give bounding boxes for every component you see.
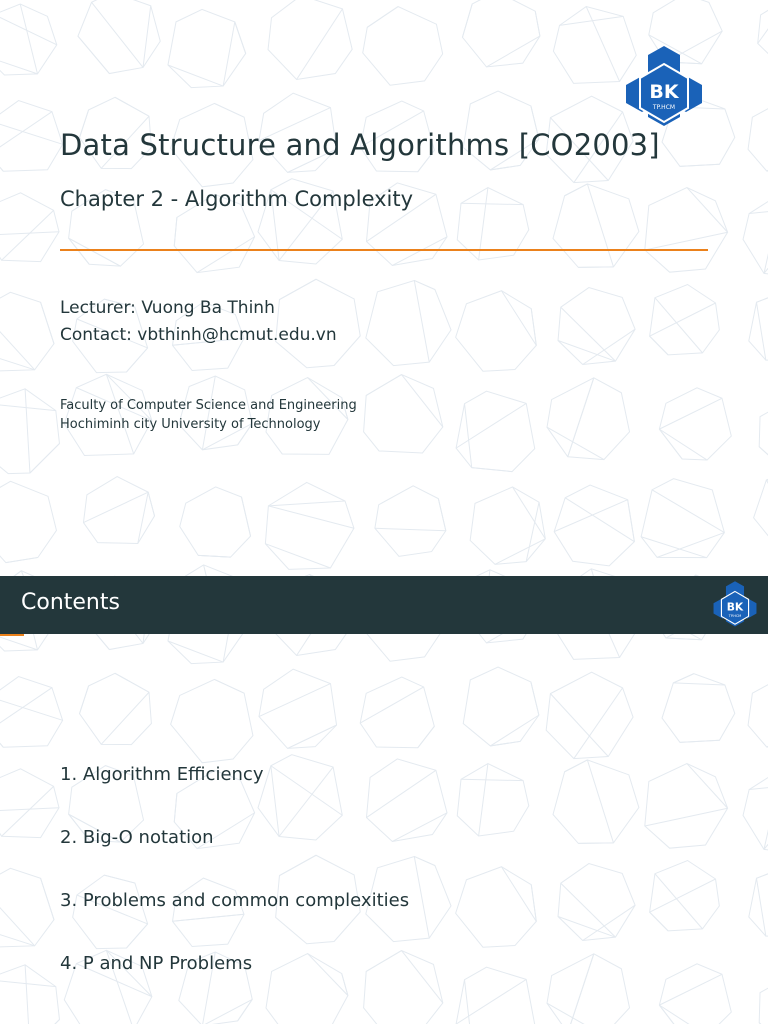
pattern-line [687, 188, 728, 233]
pattern-polygon [375, 486, 446, 557]
pattern-polygon [456, 967, 535, 1024]
contents-item[interactable]: 1. Algorithm Efficiency [60, 764, 264, 785]
pattern-line [645, 808, 728, 826]
pattern-polygon [749, 291, 768, 361]
pattern-line [0, 980, 56, 987]
pattern-line [259, 684, 330, 717]
pattern-line [0, 154, 3, 171]
pattern-line [41, 302, 54, 343]
pattern-line [526, 502, 539, 561]
pattern-line [392, 237, 447, 266]
pattern-polygon [558, 288, 635, 365]
pattern-line [2, 786, 54, 836]
pattern-line [587, 760, 613, 843]
pattern-line [657, 533, 724, 558]
pattern-polygon [79, 673, 151, 744]
pattern-polygon [645, 188, 728, 273]
pattern-line [360, 687, 423, 723]
pattern-line [456, 979, 526, 1024]
pattern-line [30, 1020, 60, 1024]
pattern-line [655, 298, 703, 353]
pattern-line [115, 673, 149, 692]
pattern-line [83, 492, 148, 522]
pattern-line [680, 164, 720, 166]
pattern-polygon [266, 378, 348, 455]
pattern-polygon [645, 764, 728, 849]
pattern-line [659, 974, 722, 1005]
svg-text:BK: BK [726, 600, 744, 614]
pattern-line [673, 674, 694, 683]
pattern-line [591, 569, 611, 576]
pattern-polygon [0, 389, 59, 474]
pattern-line [79, 686, 88, 714]
pattern-polygon [754, 468, 768, 552]
svg-text:TP.HCM: TP.HCM [652, 104, 676, 111]
pattern-line [531, 682, 539, 715]
pattern-polygon [0, 769, 59, 838]
bk-logo-small [709, 579, 761, 631]
pattern-line [501, 291, 536, 346]
pattern-polygon [276, 279, 361, 367]
pattern-polygon [268, 0, 352, 79]
pattern-line [558, 341, 615, 362]
pattern-line [479, 764, 488, 836]
pattern-line [204, 565, 224, 576]
pattern-line [568, 954, 594, 1024]
pattern-line [587, 184, 613, 267]
pattern-line [583, 329, 635, 364]
pattern-line [241, 497, 250, 536]
pattern-line [513, 487, 546, 539]
pattern-line [645, 232, 728, 250]
pattern-line [650, 336, 668, 355]
svg-text:TP.HCM: TP.HCM [728, 613, 742, 618]
contents-slide [0, 576, 768, 1024]
pattern-line [148, 492, 154, 516]
pattern-line [462, 4, 472, 37]
pattern-line [0, 697, 63, 720]
pattern-line [101, 692, 149, 744]
pattern-line [490, 165, 520, 170]
pattern-line [490, 741, 520, 746]
pattern-line [0, 351, 35, 370]
pattern-line [138, 492, 148, 543]
pattern-line [20, 4, 37, 74]
pattern-line [0, 121, 63, 144]
pattern-line [673, 683, 725, 685]
pattern-polygon [0, 677, 63, 748]
pattern-polygon [743, 769, 768, 854]
university-text: Hochiminh city University of Technology [60, 417, 321, 432]
pattern-line [265, 544, 330, 568]
pattern-line [547, 1003, 604, 1024]
pattern-line [367, 7, 398, 28]
pattern-polygon [553, 184, 639, 267]
pattern-polygon [743, 193, 768, 278]
pattern-polygon [463, 667, 539, 746]
pattern-line [297, 9, 343, 80]
pattern-polygon [650, 285, 720, 355]
svg-text:BK: BK [649, 81, 679, 103]
title-divider [60, 249, 708, 251]
pattern-line [565, 498, 634, 542]
pattern-line [659, 398, 722, 429]
pattern-polygon [759, 972, 768, 1024]
pattern-line [268, 501, 345, 506]
pattern-polygon [0, 481, 56, 562]
pattern-line [574, 688, 623, 759]
pattern-line [0, 112, 52, 155]
pattern-line [143, 6, 151, 68]
pattern-line [41, 878, 54, 919]
pattern-polygon [0, 4, 57, 75]
pattern-polygon [180, 487, 251, 557]
pattern-line [650, 303, 716, 336]
pattern-line [568, 378, 594, 457]
pattern-line [174, 217, 177, 246]
pattern-polygon [363, 7, 443, 86]
pattern-line [531, 885, 536, 922]
contents-list [60, 764, 409, 1016]
pattern-polygon [78, 0, 160, 74]
pattern-polygon [64, 374, 152, 455]
pattern-line [69, 238, 90, 264]
pattern-line [25, 389, 30, 473]
pattern-polygon [0, 193, 59, 262]
pattern-line [6, 557, 38, 562]
pattern-line [69, 238, 121, 266]
pattern-polygon [172, 565, 250, 576]
pattern-line [0, 808, 59, 811]
pattern-polygon [0, 965, 59, 1024]
pattern-line [554, 500, 627, 532]
pattern-line [375, 528, 446, 531]
pattern-polygon [83, 477, 154, 544]
pattern-polygon [547, 954, 630, 1024]
pattern-line [659, 1005, 707, 1024]
pattern-line [30, 444, 60, 474]
pattern-line [438, 499, 445, 531]
pattern-line [0, 232, 59, 235]
pattern-line [583, 905, 635, 940]
pattern-line [650, 879, 716, 912]
pattern-polygon [553, 760, 639, 843]
pattern-line [547, 427, 604, 459]
pattern-line [764, 206, 768, 273]
pattern-line [235, 22, 246, 54]
pattern-line [578, 267, 613, 268]
pattern-polygon [659, 964, 731, 1024]
pattern-line [687, 764, 728, 809]
pattern-line [168, 641, 223, 662]
pattern-line [198, 555, 230, 557]
pattern-polygon [559, 569, 631, 576]
pattern-polygon [558, 864, 635, 941]
pattern-line [650, 912, 668, 931]
pattern-polygon [456, 391, 535, 471]
pattern-line [0, 688, 52, 731]
pattern-line [558, 917, 615, 938]
pattern-line [759, 447, 768, 468]
pattern-polygon [546, 672, 633, 758]
pattern-line [486, 36, 539, 67]
pattern-line [756, 302, 765, 360]
pattern-line [214, 103, 244, 117]
pattern-line [578, 843, 613, 844]
pattern-polygon [364, 375, 443, 453]
pattern-polygon [758, 0, 768, 69]
pattern-line [659, 429, 682, 459]
pattern-line [749, 206, 768, 213]
pattern-line [666, 638, 702, 640]
pattern-line [764, 193, 768, 274]
pattern-line [560, 16, 624, 25]
pattern-line [106, 374, 133, 454]
pattern-line [288, 725, 337, 748]
progress-bar [0, 634, 24, 636]
pattern-line [764, 769, 768, 850]
pattern-line [465, 980, 472, 1024]
pattern-polygon [0, 292, 54, 371]
pattern-line [198, 555, 230, 557]
pattern-line [758, 0, 768, 43]
pattern-line [586, 7, 619, 82]
pattern-line [628, 500, 635, 542]
frame-title-bar [0, 576, 768, 634]
pattern-polygon [547, 378, 630, 460]
pattern-line [561, 307, 616, 361]
pattern-line [641, 537, 707, 558]
pattern-line [550, 694, 608, 757]
pattern-line [652, 490, 724, 533]
pattern-polygon [659, 388, 731, 460]
pattern-polygon [470, 487, 545, 564]
pattern-line [126, 348, 147, 372]
pattern-line [168, 65, 223, 86]
pattern-line [756, 867, 768, 878]
pattern-line [680, 740, 720, 742]
pattern-line [659, 429, 707, 460]
pattern-polygon [168, 9, 246, 87]
pattern-line [465, 404, 472, 468]
pattern-line [490, 715, 539, 746]
pattern-line [568, 378, 594, 457]
pattern-line [279, 279, 316, 299]
pattern-polygon [456, 867, 537, 948]
pattern-line [268, 506, 354, 528]
pattern-line [214, 679, 244, 693]
presentation-subtitle: Chapter 2 - Algorithm Complexity [60, 187, 414, 211]
pattern-line [565, 184, 588, 196]
contents-item[interactable]: 2. Big-O notation [60, 827, 214, 848]
pattern-line [659, 1005, 682, 1024]
pattern-polygon [265, 482, 354, 569]
presentation-title: Data Structure and Algorithms [CO2003] [60, 128, 660, 162]
pattern-line [531, 309, 536, 346]
pattern-polygon [748, 676, 768, 749]
pattern-line [501, 867, 536, 922]
pattern-polygon [0, 101, 63, 172]
pattern-line [288, 725, 337, 748]
pattern-line [0, 309, 35, 369]
pattern-line [414, 280, 429, 362]
contents-item[interactable]: 4. P and NP Problems [60, 953, 253, 974]
pattern-line [568, 954, 594, 1024]
pattern-line [456, 403, 526, 448]
pattern-line [115, 97, 149, 116]
pattern-polygon [759, 396, 768, 467]
pattern-line [197, 237, 255, 273]
pattern-line [25, 965, 30, 1024]
pattern-line [0, 56, 37, 74]
pattern-line [764, 782, 768, 849]
pattern-line [561, 883, 616, 937]
pattern-line [472, 468, 512, 472]
bk-logo [618, 42, 710, 134]
pattern-line [2, 210, 54, 260]
pattern-line [0, 927, 35, 946]
pattern-line [461, 203, 523, 204]
pattern-polygon [748, 100, 768, 173]
pattern-polygon [456, 291, 537, 372]
pattern-polygon [554, 485, 634, 566]
pattern-polygon [462, 0, 539, 67]
pattern-polygon [366, 280, 451, 365]
pattern-line [0, 15, 57, 45]
pattern-line [366, 375, 401, 396]
pattern-polygon [641, 479, 724, 558]
pattern-line [565, 760, 588, 772]
pattern-line [78, 36, 109, 73]
pattern-line [749, 782, 768, 789]
pattern-polygon [259, 669, 337, 748]
pattern-line [414, 856, 429, 938]
pattern-polygon [662, 674, 735, 743]
pattern-polygon [171, 679, 253, 762]
pattern-line [92, 2, 143, 67]
contact-text: Contact: vbthinh@hcmut.edu.vn [60, 325, 337, 345]
faculty-text: Faculty of Computer Science and Engineering [60, 398, 357, 413]
pattern-line [0, 730, 3, 747]
lecturer-text: Lecturer: Vuong Ba Thinh [60, 298, 275, 318]
pattern-line [402, 375, 443, 427]
pattern-line [756, 291, 768, 302]
pattern-line [756, 878, 765, 936]
pattern-line [414, 856, 435, 865]
pattern-line [223, 22, 235, 86]
frame-title: Contents [21, 590, 120, 615]
pattern-line [418, 726, 435, 747]
pattern-line [69, 238, 121, 266]
pattern-polygon [457, 764, 529, 836]
pattern-line [655, 874, 703, 929]
pattern-polygon [650, 861, 720, 931]
pattern-polygon [0, 868, 54, 947]
pattern-line [495, 539, 545, 565]
pattern-polygon [749, 867, 768, 937]
contents-item[interactable]: 3. Problems and common complexities [60, 890, 410, 911]
pattern-line [0, 885, 35, 945]
pattern-line [0, 404, 56, 411]
pattern-polygon [360, 677, 434, 748]
pattern-line [461, 779, 523, 780]
pattern-line [414, 280, 435, 289]
pattern-line [535, 11, 540, 36]
